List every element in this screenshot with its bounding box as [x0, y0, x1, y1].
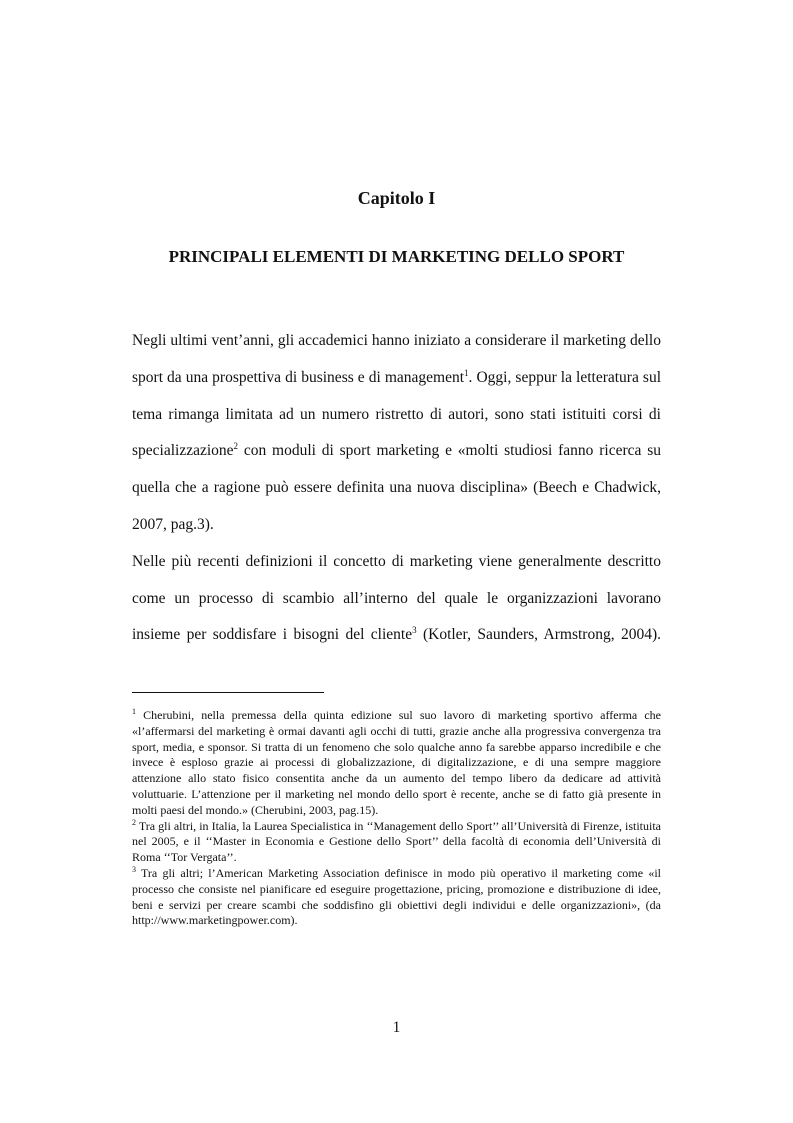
paragraph-text: Negli ultimi vent’anni, gli accademici hanno iniziato a considerare il marketing dello sport da una prospettiva di business e di management — [132, 332, 661, 386]
body-text — [132, 323, 661, 654]
paragraph-text: con moduli di sport marketing e «molti studiosi fanno ricerca su quella che a ragione può essere definita una nuova disciplina» (Beech e Chadwick, 2007, pag.3). — [132, 442, 661, 533]
paragraph-2 — [132, 544, 661, 654]
paragraph-text: . Oggi, seppur la letteratura sul tema rimanga limitata ad un numero ristretto di autori, sono stati istituiti corsi di specializzazione — [132, 368, 661, 460]
footnote-2 — [132, 819, 661, 866]
footnote-divider — [132, 692, 324, 693]
footnote-number: 3 — [132, 864, 136, 874]
footnote-number: 2 — [132, 817, 136, 827]
footnote-ref-3: 3 — [412, 625, 417, 636]
footnote-ref-2: 2 — [233, 441, 239, 452]
footnote-text: Cherubini, nella premessa della quinta edizione sul suo lavoro di marketing sportivo afferma che «l’affermarsi del marketing è ormai davanti agli occhi di tutti, grazie anche alla progressiva convergenza tra sport, media, e sponsor. Si tratta di un fenomeno che solo qualche anno fa sarebbe apparso incredibile e che invece è esploso grazie ai processi di globalizzazione, di digitalizzazione, e di una sempre maggiore attenzione allo stato fisico consentita anche da un aumento del tempo libero da dedicare ad attività voluttuarie. L’attenzione per il marketing nel mondo dello sport è recente, anche se di fatto già presente in molti paesi del mondo.» (Cherubini, 2003, pag.15). — [132, 708, 661, 817]
page-number: 1 — [392, 1019, 401, 1036]
chapter-label: Capitolo I — [357, 188, 436, 208]
footnote-text: Tra gli altri, in Italia, la Laurea Specialistica in ‘‘Management dello Sport’’ all’Università di Firenze, istituita nel 2005, e il ‘‘Master in Economia e Gestione dello Sport’’ della facoltà di economia dell’Università di Roma ‘‘Tor Vergata’’. — [132, 818, 661, 865]
paragraph-1 — [132, 323, 661, 544]
footnotes — [132, 708, 661, 929]
paragraph-text: Nelle più recenti definizioni il concetto di marketing viene generalmente descritto come un processo di scambio all’interno del quale le organizzazioni lavorano insieme per soddisfare i bisogni del cliente — [132, 552, 661, 644]
footnote-text: Tra gli altri; l’American Marketing Association definisce in modo più operativo il marketing come «il processo che consiste nel pianificare ed eseguire progettazione, pricing, promozione e distribuzione di idee, beni e servizi per creare scambi che soddisfino gli obiettivi degli individui e delle organizzazioni», (da http://www.marketingpower.com). — [132, 865, 661, 928]
footnote-1 — [132, 708, 661, 819]
footnote-ref-1: 1 — [464, 367, 469, 378]
paragraph-text: (Kotler, Saunders, Armstrong, 2004). — [416, 626, 661, 644]
chapter-title: PRINCIPALI ELEMENTI DI MARKETING DELLO SPORT — [168, 247, 625, 266]
footnote-number: 1 — [132, 707, 136, 716]
footnote-3 — [132, 866, 661, 929]
